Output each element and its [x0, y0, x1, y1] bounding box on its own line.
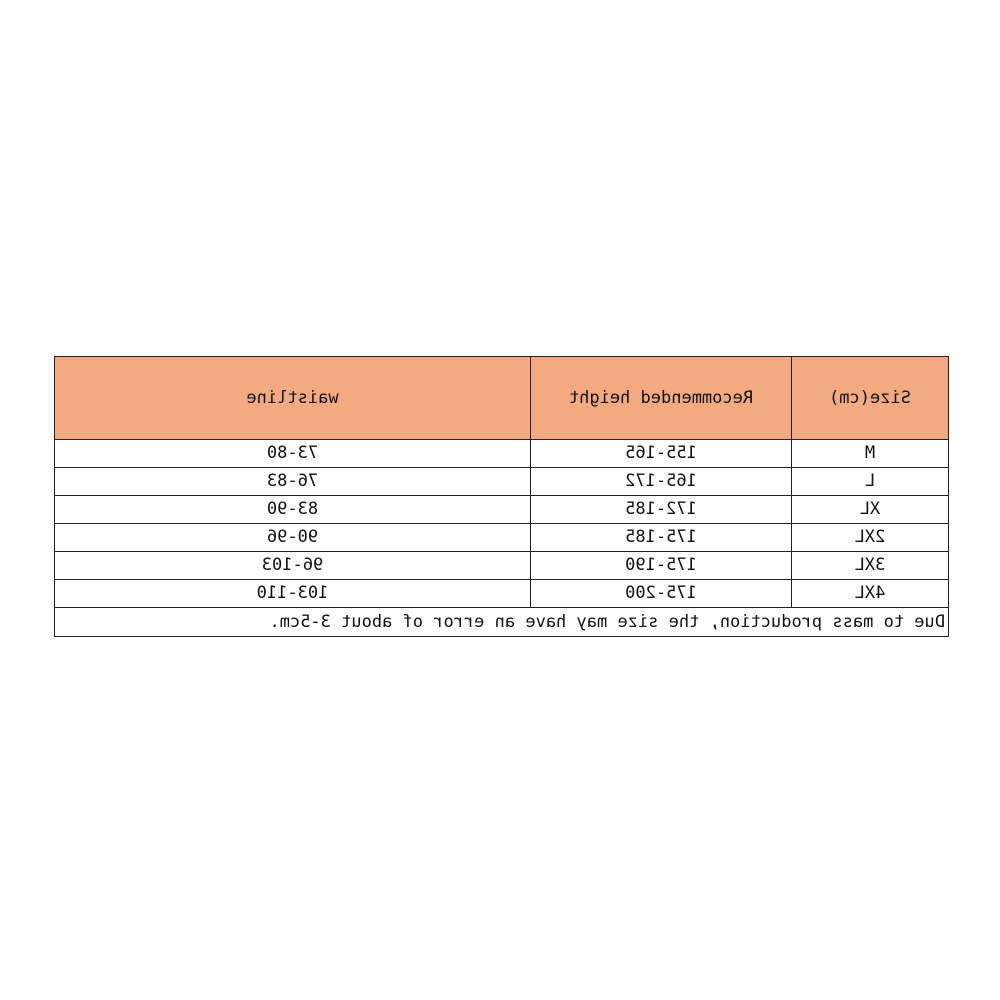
cell-size: XL — [792, 496, 949, 524]
cell-waist: 90-96 — [55, 524, 531, 552]
cell-height: 175-190 — [531, 552, 792, 580]
header-recommended-height: Recommended height — [531, 357, 792, 440]
cell-waist: 103-110 — [55, 580, 531, 608]
cell-size: 2XL — [792, 524, 949, 552]
cell-waist: 83-90 — [55, 496, 531, 524]
cell-waist: 76-83 — [55, 468, 531, 496]
size-chart — [55, 356, 949, 637]
table-row — [55, 552, 949, 580]
cell-height: 172-185 — [531, 496, 792, 524]
cell-size: M — [792, 440, 949, 468]
size-table — [54, 356, 949, 637]
cell-height: 175-200 — [531, 580, 792, 608]
cell-height: 175-185 — [531, 524, 792, 552]
table-row — [55, 440, 949, 468]
table-row — [55, 468, 949, 496]
cell-size: 4XL — [792, 580, 949, 608]
cell-height: 165-172 — [531, 468, 792, 496]
header-row — [55, 357, 949, 440]
note-row — [55, 608, 949, 637]
header-size: Size(cm) — [792, 357, 949, 440]
cell-size: L — [792, 468, 949, 496]
cell-size: 3XL — [792, 552, 949, 580]
table-row — [55, 524, 949, 552]
cell-height: 155-165 — [531, 440, 792, 468]
size-note: Due to mass production, the size may have an error of about 3-5cm. — [55, 608, 949, 637]
header-waistline: waistline — [55, 357, 531, 440]
table-row — [55, 496, 949, 524]
table-row — [55, 580, 949, 608]
cell-waist: 73-80 — [55, 440, 531, 468]
cell-waist: 96-103 — [55, 552, 531, 580]
